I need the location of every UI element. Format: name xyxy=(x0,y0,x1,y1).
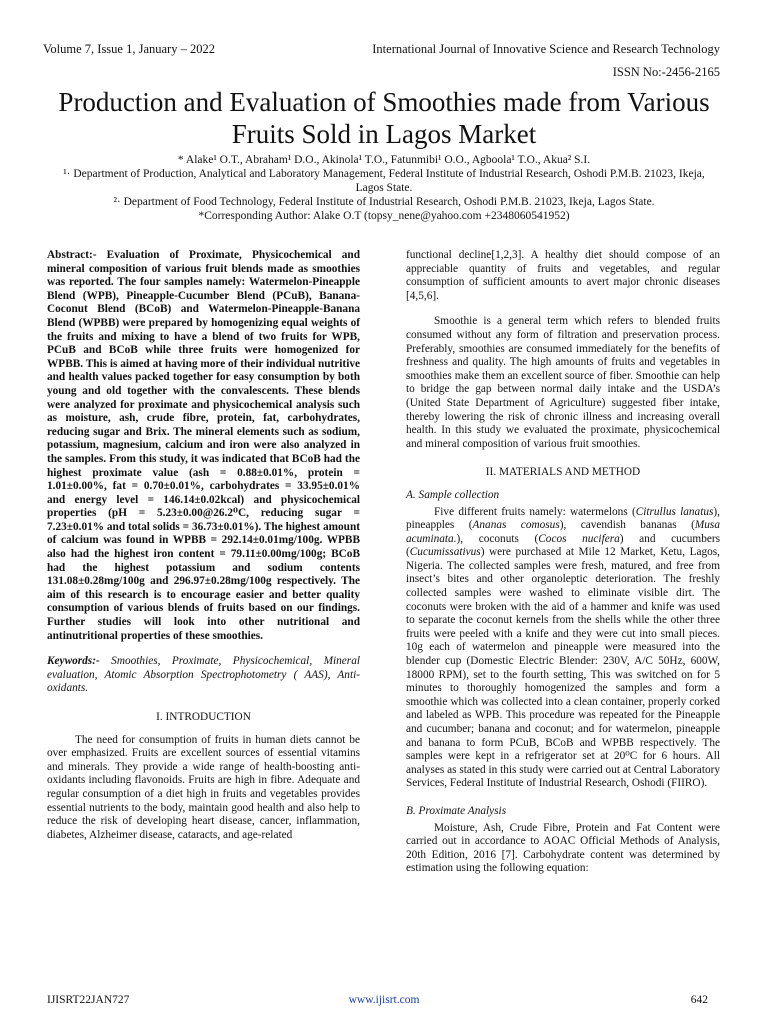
right-paragraph-1: functional decline[1,2,3]. A healthy diet should compose of an appreciable quantity of fruits and vegetables, and regular consumption of sufficient amounts to avert major chronic diseases [4,5,6]. xyxy=(406,249,720,302)
volume-info: Volume 7, Issue 1, January – 2022 xyxy=(43,42,215,56)
left-column xyxy=(47,249,360,842)
corresponding-author: *Corresponding Author: Alake O.T (topsy_nene@yahoo.com +2348060541952) xyxy=(198,210,570,222)
keywords-label: Keywords:- xyxy=(47,655,100,668)
intro-paragraph: The need for consumption of fruits in human diets cannot be over emphasized. Fruits are excellent sources of essential vitamins and minerals. They provide a wide range of health-boosting anti-oxidants including flavonoids. Fruits are high in fibre. Adequate and regular consumption of a diet high in fruits and vegetables provides essential nutrients to the body, maintain good health and also help to reduce the risk of developing heart disease, cancer, inflammation, diabetes, Alzheimer disease, cataracts, and age-related xyxy=(47,733,360,841)
page-number: 642 xyxy=(690,994,708,1006)
keywords-text: Smoothies, Proximate, Physicochemical, Mineral evaluation, Atomic Absorption Spectrophotometry ( AAS), Anti-oxidants. xyxy=(47,655,360,695)
authors: * Alake¹ O.T., Abraham¹ D.O., Akinola¹ T.O., Fatunmibi¹ O.O., Agboola¹ T.O., Akua² S.I. xyxy=(177,154,591,166)
intro-heading: I. INTRODUCTION xyxy=(156,711,251,723)
sample-collection-paragraph: Five different fruits namely: watermelons (Citrullus lanatus), pineapples (Ananas comosus), cavendish bananas (Musa acuminata.), coconuts (Cocos nucifera) and cucumbers (Cucumissativus) were purchased at Mile 12 Market, Ketu, Lagos, Nigeria. The collected samples were fresh, matured, and free from insect’s bites and other organoleptic deterioration. The freshly collected samples were washed to eliminate visible dirt. The coconuts were broken with the aid of a hammer and knife was used to separate the coconut kernels from the shells while the other three fruits were peeled with a knife and they were cut into small pieces. 10g each of watermelon and pineapple were measured into the blender cup (Domestic Electric Blender: 230V, A/C 50Hz, 600W, 18000 RPM), set to the fourth setting, This was switched on for 5 minutes to thoroughly homogenized the samples and form a smoothie which was collected into a clean container, properly corked and labeled as WPB. This procedure was repeated for the Pineapple and cucumber; banana and coconut; and for watermelon, pineapple and banana to form PCuB, BCoB and WPBB respectively. The samples were kept in a refrigerator set at 20⁰C for 6 hours. All analyses as stated in this study were carried out at Central Laboratory Services, Federal Institute of Industrial Research, Oshodi (FIIRO). xyxy=(406,505,721,790)
paper-title: Production and Evaluation of Smoothies made from Various Fruits Sold in Lagos Market xyxy=(58,87,710,149)
footer-id: IJISRT22JAN727 xyxy=(47,994,130,1006)
subsection-a-heading: A. Sample collection xyxy=(406,488,500,501)
affiliation-2: ²· Department of Food Technology, Federal Institute of Industrial Research, Oshodi P.M.B. 21023, Ikeja, Lagos State. xyxy=(113,196,655,208)
issn: ISSN No:-2456-2165 xyxy=(612,65,720,79)
abstract: Abstract:- Evaluation of Proximate, Physicochemical and mineral composition of various fruit blends made as smoothies was reported. The four samples namely: Watermelon-Pineapple Blend (WPB), Pineapple-Cucumber Blend (PCuB), Banana-Coconut Blend (BCoB) and Watermelon-Pineapple-Banana Blend (WPBB) were prepared by homogenizing equal weights of the fruits and mixing to have a blend of two fruits for WPB, PCuB and BCoB while three fruits were homogenized for WPBB. This is aimed at having more of their individual nutritive and health values packed together for easy consumption by both young and old together with the convalescents. These blends were analyzed for proximate and physicochemical analysis such as moisture, ash, crude fibre, protein, fat, carbohydrates, reducing sugar and Brix. The mineral elements such as sodium, potassium, magnesium, calcium and iron were also analyzed in the samples. From this study, it was indicated that BCoB had the highest proximate value (ash = 0.88±0.01%, protein = 1.01±0.00%, fat = 0.70±0.01%, carbohydrates = 33.95±0.01% and energy level = 146.14±0.02kcal) and physicochemical properties (pH = 5.23±0.00@26.2⁰C, reducing sugar = 7.23±0.01% and total solids = 36.73±0.01%). The highest amount of calcium was found in WPBB = 292.14±0.01mg/100g. WPBB also had the highest iron content = 79.11±0.00mg/100g; BCoB had the highest potassium and sodium contents 131.08±0.28mg/100g and 296.97±0.28mg/100g respectively. The aim of this research is to encourage easier and better quality consumption of various blends of fruits based on our findings. Further studies will look into other nutritional and antinutritional properties of these smoothies. xyxy=(47,249,360,642)
keywords xyxy=(47,655,360,696)
footer-website-link[interactable]: www.ijisrt.com xyxy=(348,994,420,1006)
proximate-paragraph: Moisture, Ash, Crude Fibre, Protein and Fat Content were carried out in accordance to AOAC Official Methods of Analysis, 20th Edition, 2016 [7]. Carbohydrate content was determined by estimation using the following equation: xyxy=(406,821,720,875)
right-paragraph-2: Smoothie is a general term which refers to blended fruits consumed without any form of filtration and preservation process. Preferably, smoothies are consumed immediately for the benefits of freshness and quality. The high amounts of fruits and vegetables in smoothies make them an excellent source of fiber. Smoothie can help to bridge the gap between normal daily intake and the USDA’s (United State Department of Agriculture) suggested fiber intake, thereby lowering the risk of chronic illness and increasing overall health. In this study we evaluated the proximate, physicochemical and mineral composition of various fruit smoothies. xyxy=(406,315,720,450)
subsection-b-heading: B. Proximate Analysis xyxy=(406,804,507,817)
affiliation-1: ¹· Department of Production, Analytical and Laboratory Management, Federal Institute of Industrial Research, Oshodi P.M.B. 21023, Ikeja, Lagos State. xyxy=(63,168,705,194)
journal-name: International Journal of Innovative Science and Research Technology xyxy=(372,42,720,56)
right-column xyxy=(406,249,720,876)
methods-heading: II. MATERIALS AND METHOD xyxy=(485,466,641,479)
